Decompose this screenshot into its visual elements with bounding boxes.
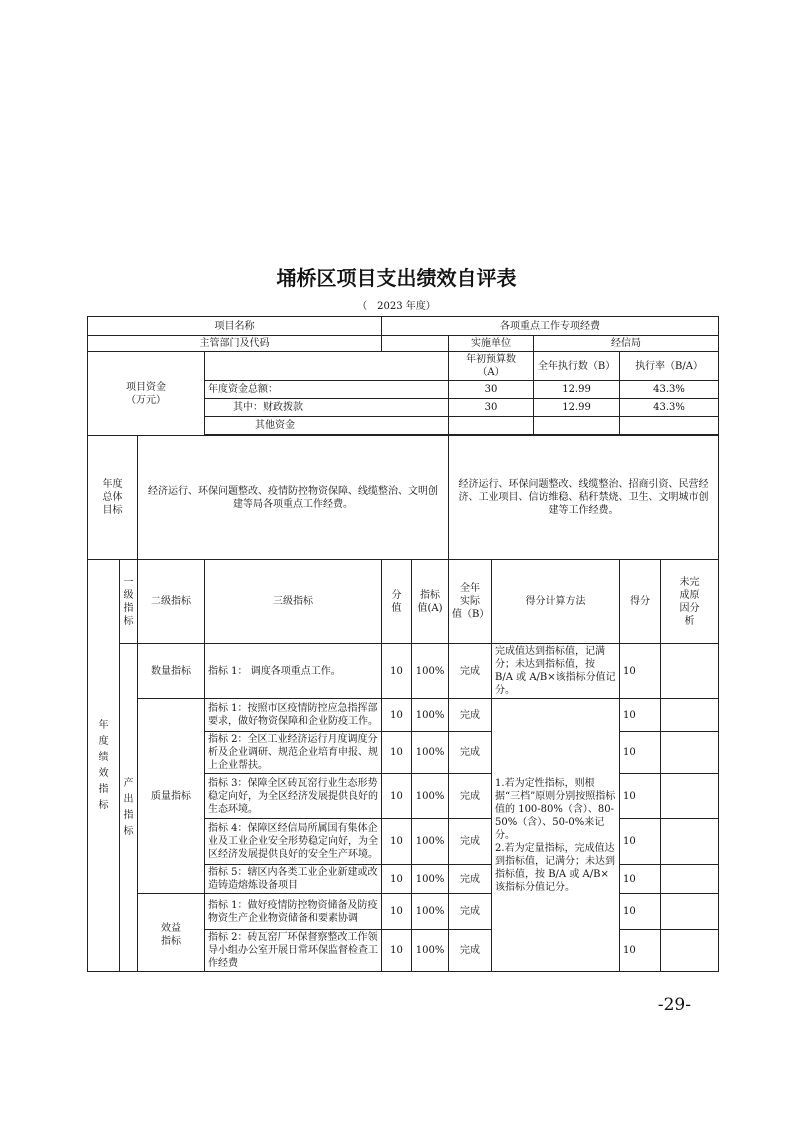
header-target: 指标 值(A) [412,560,449,644]
goal-expected: 经济运行、环保问题整改、疫情防控物资保障、线缆整治、文明创建等局各项重点工作经费。 [138,436,449,560]
header-level2: 二级指标 [138,560,205,644]
impl-value: 经信局 [534,336,719,352]
funds-row-budget: 30 [449,399,534,417]
funds-row-budget: 30 [449,381,534,399]
indicator-reason [661,732,719,774]
indicator-value: 10 [382,644,412,699]
goal-actual: 经济运行、环保问题整改、线缆整治、招商引资、民营经济、工业项目、信访维稳、秸秆禁烧、卫生、文明城市创建等工作经费。 [449,436,719,560]
indicator-target: 100% [412,699,449,732]
header-actual: 全年 实际 值（B） [449,560,492,644]
indicator-value: 10 [382,732,412,774]
indicator-target: 100% [412,732,449,774]
indicator-name: 指标 1：做好疫情防控物资储备及防疫物资生产企业物资储备和要素协调 [205,894,382,930]
indicator-name: 指标 4：保障区经信局所属国有集体企业及工业企业安全形势稳定向好，为全区经济发展提供良好的安全生产环境。 [205,819,382,865]
indicator-value: 10 [382,774,412,819]
indicator-target: 100% [412,644,449,699]
indicator-reason [661,865,719,894]
dept-value [382,336,449,352]
dept-label: 主管部门及代码 [88,336,382,352]
indicator-reason [661,930,719,972]
report-year: （ 2023 年度） [357,301,436,312]
indicator-name: 指标 2：全区工业经济运行月度调度分析及企业调研、规范企业培育申报、规上企业帮扶。 [205,732,382,774]
page-title: 埇桥区项目支出绩效自评表 [276,266,517,290]
funds-row-label: 其中：财政拨款 [205,399,449,417]
project-name-label: 项目名称 [88,317,382,336]
indicator-actual: 完成 [449,865,492,894]
indicator-name: 指标 5：辖区内各类工业企业新建或改造铸造熔炼设备项目 [205,865,382,894]
indicator-value: 10 [382,819,412,865]
indicator-reason [661,699,719,732]
indicator-actual: 完成 [449,644,492,699]
indicator-score: 10 [620,774,661,819]
impl-label: 实施单位 [449,336,534,352]
funds-row-rate: 43.3% [620,399,719,417]
indicator-actual: 完成 [449,699,492,732]
quantity-method: 完成值达到指标值，记满分；未达到指标值，按 B/A 或 A/B×该指标分值记分。 [492,644,620,699]
funds-header-budget: 年初预算数 （A） [449,352,534,381]
level1-output: 产 出 指 标 [120,644,138,972]
indicator-reason [661,894,719,930]
indicator-reason [661,819,719,865]
indicator-score: 10 [620,819,661,865]
performance-table [87,316,719,972]
header-level3: 三级指标 [205,560,382,644]
quality-label: 质量指标 [138,699,205,894]
indicator-value: 10 [382,894,412,930]
funds-header-executed: 全年执行数（B） [534,352,620,381]
funds-row-rate: 43.3% [620,381,719,399]
header-score-value: 分 值 [382,560,412,644]
header-score: 得分 [620,560,661,644]
indicator-actual: 完成 [449,930,492,972]
indicator-actual: 完成 [449,819,492,865]
indicator-value: 10 [382,865,412,894]
indicator-target: 100% [412,894,449,930]
indicator-actual: 完成 [449,732,492,774]
goal-label: 年度 总体 目标 [88,436,138,560]
funds-row-executed [534,417,620,435]
funds-row-label: 年度资金总额： [205,381,449,399]
header-method: 得分计算方法 [492,560,620,644]
funds-row-label: 其他资金 [205,417,449,435]
indicator-name: 指标 3：保障全区砖瓦窑行业生态形势稳定向好，为全区经济发展提供良好的生态环境。 [205,774,382,819]
indicator-target: 100% [412,774,449,819]
project-name-value: 各项重点工作专项经费 [382,317,719,336]
funds-header-rate: 执行率（B/A） [620,352,719,381]
funds-row-budget [449,417,534,435]
indicator-reason [661,774,719,819]
indicator-score: 10 [620,865,661,894]
indicator-value: 10 [382,699,412,732]
indicator-name: 指标 1：按照市区疫情防控应急指挥部要求，做好物资保障和企业防疫工作。 [205,699,382,732]
benefit-label: 效益 指标 [138,894,205,972]
indicator-target: 100% [412,865,449,894]
indicator-score: 10 [620,930,661,972]
indicator-score: 10 [620,644,661,699]
funds-row-executed: 12.99 [534,399,620,417]
funds-row-rate [620,417,719,435]
indicator-value: 10 [382,930,412,972]
indicator-section-label: 年 度 绩 效 指 标 [88,560,120,972]
indicator-score: 10 [620,699,661,732]
header-reason: 未完 成原 因分 析 [661,560,719,644]
indicator-name: 指标 2：砖瓦窑厂环保督察整改工作领导小组办公室开展日常环保监督检查工作经费 [205,930,382,972]
funds-header-blank [205,352,449,381]
quantity-label: 数量指标 [138,644,205,699]
page-number: -29- [657,995,691,1015]
funds-row-executed: 12.99 [534,381,620,399]
indicator-score: 10 [620,732,661,774]
indicator-name: 指标 1： 调度各项重点工作。 [205,644,382,699]
indicator-target: 100% [412,930,449,972]
indicator-actual: 完成 [449,894,492,930]
indicator-target: 100% [412,819,449,865]
header-level1: 一 级 指 标 [120,560,138,644]
indicator-score: 10 [620,894,661,930]
quality-method: 1.若为定性指标，则根据“三档”原则分别按照指标值的 100-80%（含）、80-50%（含）、50-0%来记分。 2.若为定量指标，完成值达到指标值，记满分；未达到指标值，按 B/A 或 A/B×该指标分值记分。 [492,699,620,972]
funds-label: 项目资金 （万元） [88,352,205,436]
indicator-reason [661,644,719,699]
indicator-actual: 完成 [449,774,492,819]
